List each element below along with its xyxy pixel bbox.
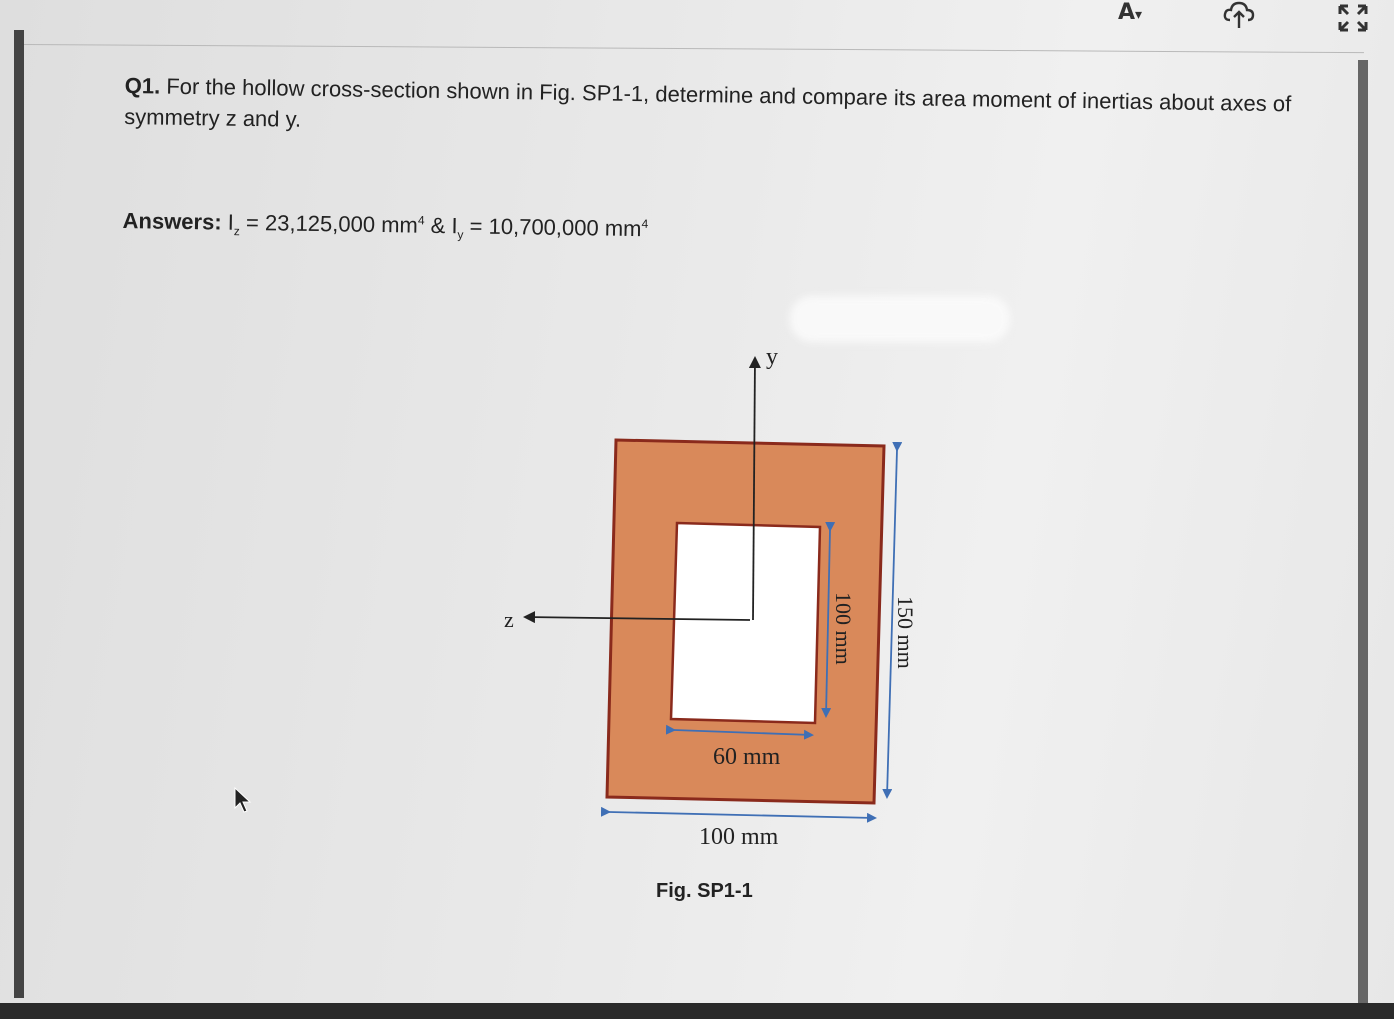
inner-height-label: 100 mm <box>831 592 856 665</box>
mouse-cursor-icon <box>232 786 254 821</box>
iy-symbol: I <box>451 213 458 239</box>
inner-width-label: 60 mm <box>713 744 781 770</box>
text-size-letter: A <box>1118 0 1136 25</box>
y-axis-label: y <box>766 344 778 370</box>
iz-exponent: 4 <box>417 213 425 228</box>
outer-width-arrow <box>609 812 875 818</box>
answers-ampersand: & <box>424 212 452 239</box>
down-triangle-icon: ▾ <box>1135 7 1143 23</box>
z-axis-label: z <box>504 607 514 632</box>
answers-label: Answers: <box>122 207 222 235</box>
iy-subscript: y <box>457 227 464 242</box>
outer-height-label: 150 mm <box>893 596 918 669</box>
question-body: For the hollow cross-section shown in Fig. SP1-1, determine and compare its area moment of inertias about axes of symmetry z and y. <box>124 73 1292 132</box>
outer-width-label: 100 mm <box>699 824 779 850</box>
iz-symbol: I <box>227 209 235 235</box>
question-number: Q1. <box>124 72 161 99</box>
figure-caption: Fig. SP1-1 <box>656 880 753 902</box>
iy-value: = 10,700,000 mm <box>463 213 642 242</box>
iz-value: = 23,125,000 mm <box>239 209 419 238</box>
iy-exponent: 4 <box>641 216 649 231</box>
iz-subscript: z <box>233 224 240 239</box>
inner-hole <box>671 523 820 723</box>
